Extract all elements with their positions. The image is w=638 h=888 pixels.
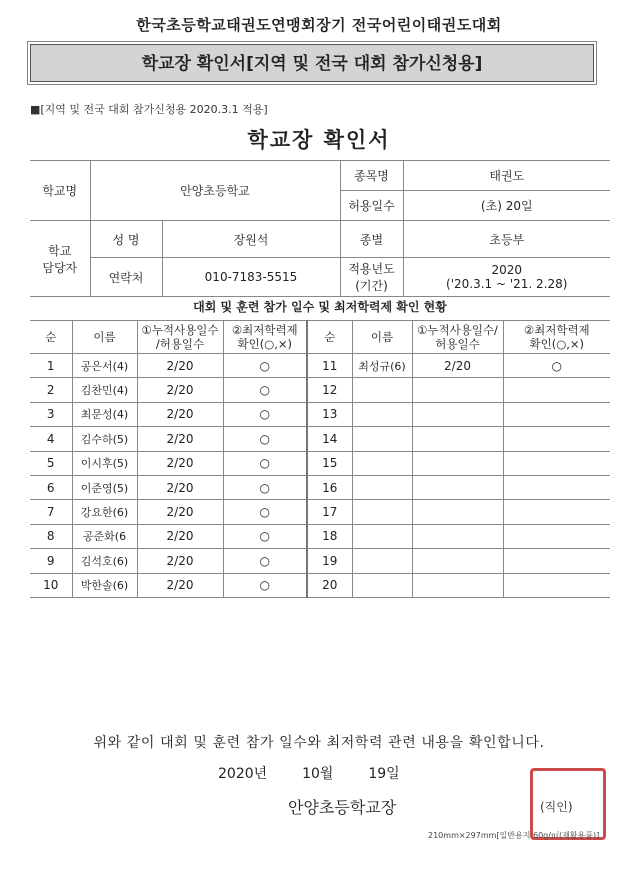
row-no: 6 <box>30 475 72 499</box>
header-grade-right <box>503 321 610 354</box>
period-label <box>340 258 403 297</box>
row-no-right: 18 <box>307 524 352 548</box>
row-name-right <box>352 402 412 426</box>
category-label: 종별 <box>340 221 403 258</box>
category-value: 초등부 <box>403 221 610 258</box>
name-value: 장원석 <box>162 221 340 258</box>
info-table <box>30 160 610 297</box>
row-days-right: 2/20 <box>412 354 503 378</box>
row-name: 김찬민(4) <box>72 378 137 402</box>
row-no: 2 <box>30 378 72 402</box>
period-label-line2: (기간) <box>355 279 388 293</box>
header-days-line2: /허용일수 <box>155 337 205 351</box>
row-name: 이준영(5) <box>72 475 137 499</box>
row-name-right <box>352 475 412 499</box>
row-grade-mark: ○ <box>223 402 307 426</box>
row-days-right <box>412 573 503 597</box>
event-label: 종목명 <box>340 161 403 191</box>
confirmation-text: 위와 같이 대회 및 훈련 참가 일수와 최저학력 관련 내용을 확인합니다. <box>93 735 545 751</box>
row-grade-mark: ○ <box>223 573 307 597</box>
header-days-right <box>412 321 503 354</box>
header-grade-right-line1: ②최저학력제 <box>523 323 590 337</box>
row-no: 10 <box>30 573 72 597</box>
row-no: 9 <box>30 549 72 573</box>
confirmation-date <box>218 763 400 783</box>
contact-label: 연락처 <box>90 258 162 297</box>
paper-note: 210mm×297mm[일반용지 60g/㎡(재활용품)] <box>428 831 600 840</box>
sub-note: ■[지역 및 전국 대회 참가신청용 2020.3.1 적용] <box>30 103 268 116</box>
organization-title: 한국초등학교태권도연맹회장기 전국어린이태권도대회 <box>136 16 502 34</box>
table-row <box>30 402 610 426</box>
allowed-days-label: 허용일수 <box>340 191 403 221</box>
row-no-right: 20 <box>307 573 352 597</box>
row-days-right <box>412 451 503 475</box>
row-no-right: 16 <box>307 475 352 499</box>
section-title: 대회 및 훈련 참가 일수 및 최저학력제 확인 현황 <box>193 300 447 314</box>
row-grade-mark: ○ <box>223 500 307 524</box>
event-value: 태권도 <box>403 161 610 191</box>
header-grade <box>223 321 307 354</box>
allowed-days-value: (초) 20일 <box>403 191 610 221</box>
row-no-right: 15 <box>307 451 352 475</box>
row-name-right <box>352 378 412 402</box>
table-row <box>30 524 610 548</box>
period-value <box>403 258 610 297</box>
row-name: 강요한(6) <box>72 500 137 524</box>
row-days-right <box>412 524 503 548</box>
row-grade-mark-right <box>503 475 610 499</box>
name-label: 성 명 <box>90 221 162 258</box>
document-title: 학교장 확인서 <box>247 128 391 152</box>
row-no: 3 <box>30 402 72 426</box>
row-name-right <box>352 549 412 573</box>
row-grade-mark-right <box>503 573 610 597</box>
school-name-value: 안양초등학교 <box>90 161 340 221</box>
row-grade-mark: ○ <box>223 524 307 548</box>
row-grade-mark-right <box>503 427 610 451</box>
row-grade-mark: ○ <box>223 354 307 378</box>
row-name-right <box>352 427 412 451</box>
row-no-right: 14 <box>307 427 352 451</box>
row-grade-mark: ○ <box>223 475 307 499</box>
table-row <box>30 354 610 378</box>
row-grade-mark-right <box>503 451 610 475</box>
row-days-right <box>412 402 503 426</box>
row-name-right: 최성규(6) <box>352 354 412 378</box>
period-label-line1: 적용년도 <box>348 262 395 276</box>
row-name: 김수하(5) <box>72 427 137 451</box>
row-name-right <box>352 500 412 524</box>
header-grade-line2: 확인(○,×) <box>237 337 293 351</box>
row-no: 5 <box>30 451 72 475</box>
row-days-right <box>412 378 503 402</box>
row-name: 박한솔(6) <box>72 573 137 597</box>
row-days-right <box>412 475 503 499</box>
row-name: 최문성(4) <box>72 402 137 426</box>
row-grade-mark: ○ <box>223 549 307 573</box>
row-no-right: 19 <box>307 549 352 573</box>
manager-label-line2: 담당자 <box>42 260 78 275</box>
school-name-label: 학교명 <box>30 161 90 221</box>
row-no-right: 17 <box>307 500 352 524</box>
row-days: 2/20 <box>137 427 223 451</box>
banner-title: 학교장 확인서[지역 및 전국 대회 참가신청용] <box>30 44 594 82</box>
row-name-right <box>352 524 412 548</box>
table-row <box>30 451 610 475</box>
row-days: 2/20 <box>137 549 223 573</box>
row-name: 공은서(4) <box>72 354 137 378</box>
header-days <box>137 321 223 354</box>
row-days: 2/20 <box>137 354 223 378</box>
row-days: 2/20 <box>137 451 223 475</box>
header-no: 순 <box>30 321 72 354</box>
row-grade-mark: ○ <box>223 378 307 402</box>
row-days: 2/20 <box>137 378 223 402</box>
row-grade-mark-right <box>503 378 610 402</box>
table-row <box>30 573 610 597</box>
header-days-right-line2: 허용일수 <box>435 337 480 351</box>
row-days-right <box>412 427 503 451</box>
entries-table <box>30 320 610 598</box>
row-days: 2/20 <box>137 573 223 597</box>
header-name: 이름 <box>72 321 137 354</box>
header-no-right: 순 <box>307 321 352 354</box>
period-range: ('20.3.1 ~ '21. 2.28) <box>446 277 568 291</box>
row-days: 2/20 <box>137 524 223 548</box>
entries-body <box>30 354 610 598</box>
row-no-right: 13 <box>307 402 352 426</box>
table-row <box>30 475 610 499</box>
seal-label: (직인) <box>540 800 573 814</box>
manager-label-line1: 학교 <box>48 243 72 258</box>
date-day: 19일 <box>368 766 400 782</box>
row-days: 2/20 <box>137 475 223 499</box>
row-no: 7 <box>30 500 72 524</box>
table-row <box>30 427 610 451</box>
row-name: 김석호(6) <box>72 549 137 573</box>
row-name-right <box>352 573 412 597</box>
row-days: 2/20 <box>137 402 223 426</box>
row-no: 1 <box>30 354 72 378</box>
date-month: 10월 <box>302 766 334 782</box>
row-grade-mark-right <box>503 524 610 548</box>
principal-signature: 안양초등학교장 <box>288 798 397 817</box>
period-year: 2020 <box>491 263 523 277</box>
table-row <box>30 500 610 524</box>
row-grade-mark: ○ <box>223 451 307 475</box>
row-grade-mark-right <box>503 500 610 524</box>
row-grade-mark-right <box>503 402 610 426</box>
header-days-line1: ①누적사용일수 <box>141 323 219 337</box>
header-name-right: 이름 <box>352 321 412 354</box>
contact-value: 010-7183-5515 <box>162 258 340 297</box>
row-grade-mark-right: ○ <box>503 354 610 378</box>
header-days-right-line1: ①누적사용일수/ <box>417 323 498 337</box>
row-name: 이시후(5) <box>72 451 137 475</box>
row-grade-mark: ○ <box>223 427 307 451</box>
date-year: 2020년 <box>218 766 268 782</box>
table-row <box>30 378 610 402</box>
row-no-right: 12 <box>307 378 352 402</box>
header-grade-right-line2: 확인(○,×) <box>529 337 585 351</box>
row-name: 공준화(6 <box>72 524 137 548</box>
row-days-right <box>412 500 503 524</box>
row-no-right: 11 <box>307 354 352 378</box>
manager-label <box>30 221 90 297</box>
row-grade-mark-right <box>503 549 610 573</box>
row-no: 4 <box>30 427 72 451</box>
header-grade-line1: ②최저학력제 <box>231 323 298 337</box>
row-no: 8 <box>30 524 72 548</box>
table-row <box>30 549 610 573</box>
row-days: 2/20 <box>137 500 223 524</box>
row-name-right <box>352 451 412 475</box>
row-days-right <box>412 549 503 573</box>
